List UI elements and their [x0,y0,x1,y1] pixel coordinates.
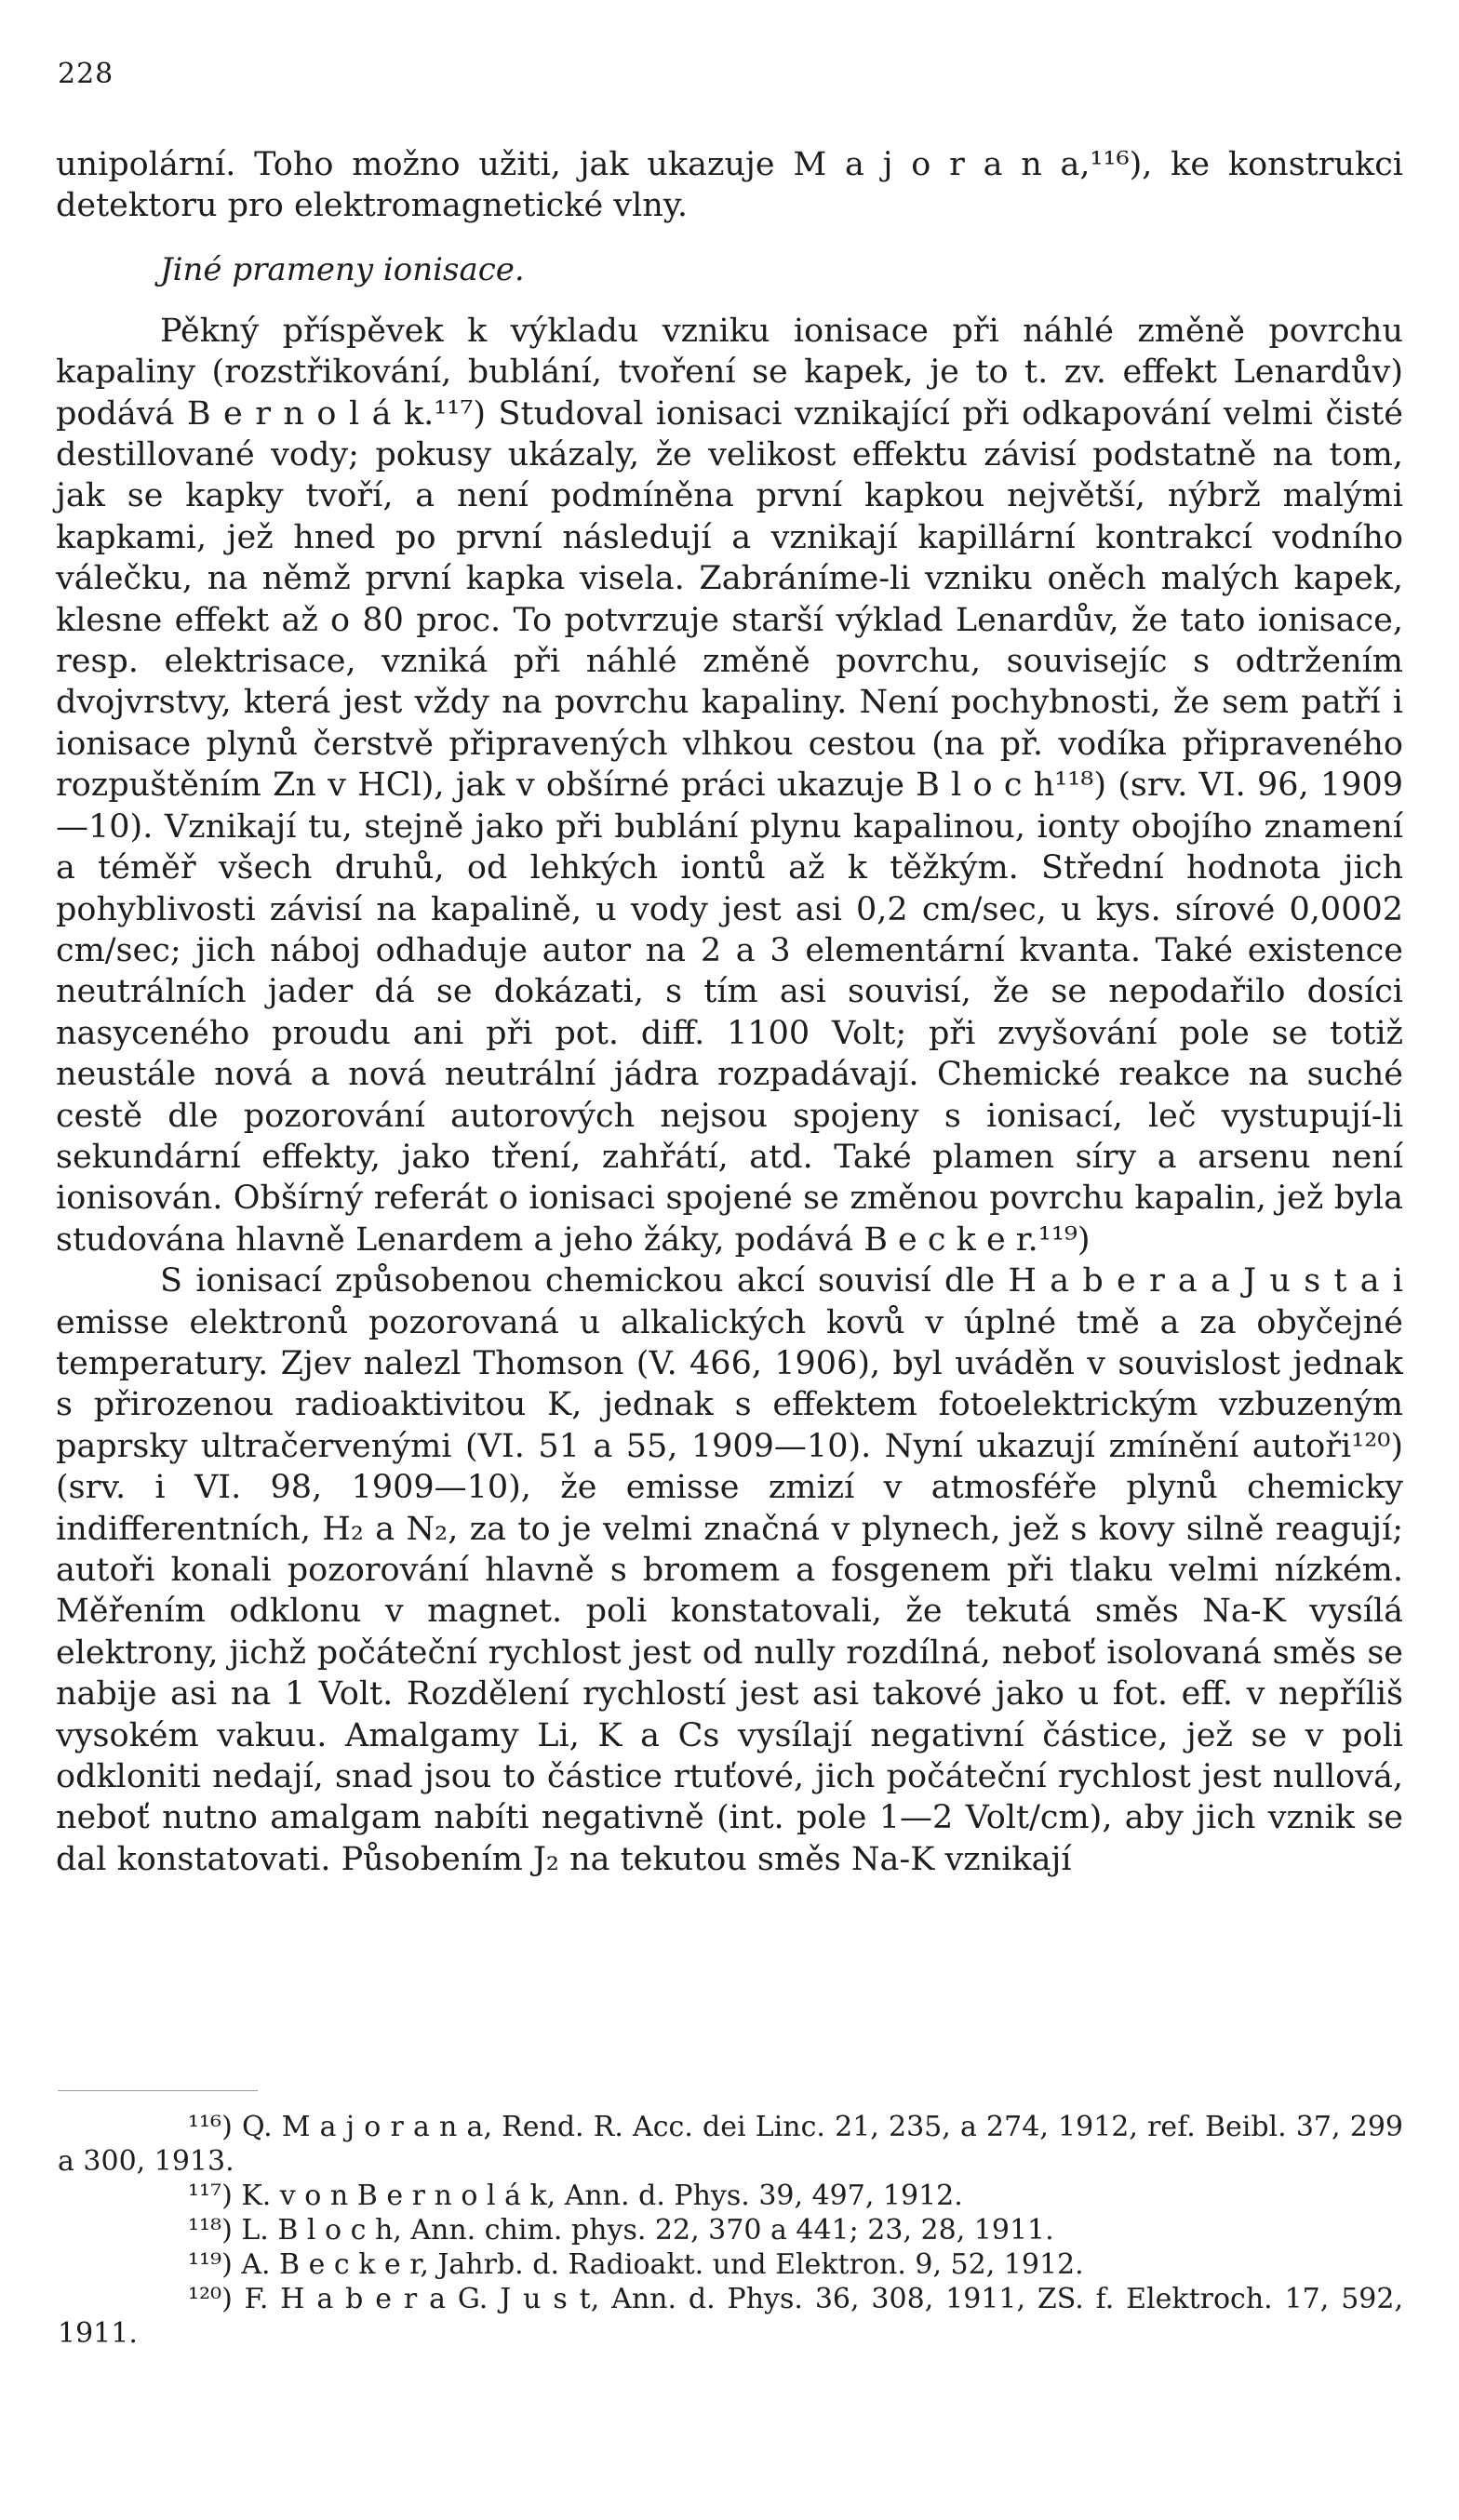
footnote-117: ¹¹⁷) K. v o n B e r n o l á k, Ann. d. Phys. 39, 497, 1912. [188,2180,963,2212]
body-text [56,144,1403,1880]
footnote-116: ¹¹⁶) Q. M a j o r a n a, Rend. R. Acc. dei Linc. 21, 235, a 274, 1912, ref. Beibl. 37, 299 a 300, 1913. [58,2111,1403,2178]
page-number: 228 [58,58,114,90]
paragraph-1: unipolární. Toho možno užiti, jak ukazuje M a j o r a n a,¹¹⁶), ke konstrukci detektoru pro elektromagnetické vlny. [56,146,1403,225]
footnote-120: ¹²⁰) F. H a b e r a G. J u s t, Ann. d. Phys. 36, 308, 1911, ZS. f. Elektroch. 17, 592, 1911. [58,2283,1403,2350]
footnote-divider [58,2090,258,2091]
paragraph-3: S ionisací způsobenou chemickou akcí souvisí dle H a b e r a a J u s t a i emisse elektronů pozorovaná u alkalických kovů v úplné tmě a za obyčejné temperatury. Zjev nalezl Thomson (V. 466, 1906), byl uváděn v souvislost jednak s přirozenou radioaktivitou K, jednak s effektem fotoelektrickým vzbuzeným paprsky ultračervenými (VI. 51 a 55, 1909—10). Nyní ukazují zmínění autoři¹²⁰) (srv. i VI. 98, 1909—10), že emisse zmizí v atmosféře plynů chemicky indifferentních, H₂ a N₂, za to je velmi značná v plynech, jež s kovy silně reagují; autoři konali pozorování hlavně s bromem a fosgenem při tlaku velmi nízkém. Měřením odklonu v magnet. poli konstatovali, že tekutá směs Na-K vysílá elektrony, jichž počáteční rychlost jest od nully rozdílná, neboť isolovaná směs se nabije asi na 1 Volt. Rozdělení rychlostí jest asi takové jako u fot. eff. v nepříliš vysokém vakuu. Amalgamy Li, K a Cs vysílají negativní částice, jež se v poli odkloniti nedají, snad jsou to částice rtuťové, jich počáteční rychlost jest nullová, neboť nutno amalgam nabíti negativně (int. pole 1—2 Volt/cm), aby jich vznik se dal konstatovati. Působením J₂ na tekutou směs Na-K vznikají [56,1262,1403,1878]
footnote-119: ¹¹⁹) A. B e c k e r, Jahrb. d. Radioakt. und Elektron. 9, 52, 1912. [188,2248,1084,2281]
section-heading: Jiné prameny ionisace. [160,250,525,288]
footnotes [58,2110,1403,2351]
paragraph-2: Pěkný příspěvek k výkladu vzniku ionisace při náhlé změně povrchu kapaliny (rozstřikování, bublání, tvoření se kapek, je to t. zv. effekt Lenardův) podává B e r n o l á k.¹¹⁷) Studoval ionisaci vznikající při odkapování velmi čisté destillované vody; pokusy ukázaly, že velikost effektu závisí podstatně na tom, jak se kapky tvoří, a není podmíněna první kapkou největší, nýbrž malými kapkami, jež hned po první následují a vznikají kapillární kontrakcí vodního válečku, na němž první kapka visela. Zabráníme-li vzniku oněch malých kapek, klesne effekt až o 80 proc. To potvrzuje starší výklad Lenardův, že tato ionisace, resp. elektrisace, vzniká při náhlé změně povrchu, souvisejíc s odtržením dvojvrstvy, která jest vždy na povrchu kapaliny. Není pochybnosti, že sem patří i ionisace plynů čerstvě připravených vlhkou cestou (na př. vodíka připraveného rozpuštěním Zn v HCl), jak v obšírné práci ukazuje B l o c h¹¹⁸) (srv. VI. 96, 1909—10). Vznikají tu, stejně jako při bublání plynu kapalinou, ionty obojího znamení a téměř všech druhů, od lehkých iontů až k těžkým. Střední hodnota jich pohyblivosti závisí na kapalině, u vody jest asi 0,2 cm/sec, u kys. sírové 0,0002 cm/sec; jich náboj odhaduje autor na 2 a 3 elementární kvanta. Také existence neutrálních jader dá se dokázati, s tím asi souvisí, že se nepodařilo dosíci nasyceného proudu ani při pot. diff. 1100 Volt; při zvyšování pole se totiž neustále nová a nová neutrální jádra rozpadávají. Chemické reakce na suché cestě dle pozorování autorových nejsou spojeny s ionisací, leč vystupují-li sekundární effekty, jako tření, zahřátí, atd. Také plamen síry a arsenu není ionisován. Obšírný referát o ionisaci spojené se změnou povrchu kapalin, jež byla studována hlavně Lenardem a jeho žáky, podává B e c k e r.¹¹⁹) [56,312,1403,1259]
footnote-118: ¹¹⁸) L. B l o c h, Ann. chim. phys. 22, 370 a 441; 23, 28, 1911. [188,2214,1054,2247]
